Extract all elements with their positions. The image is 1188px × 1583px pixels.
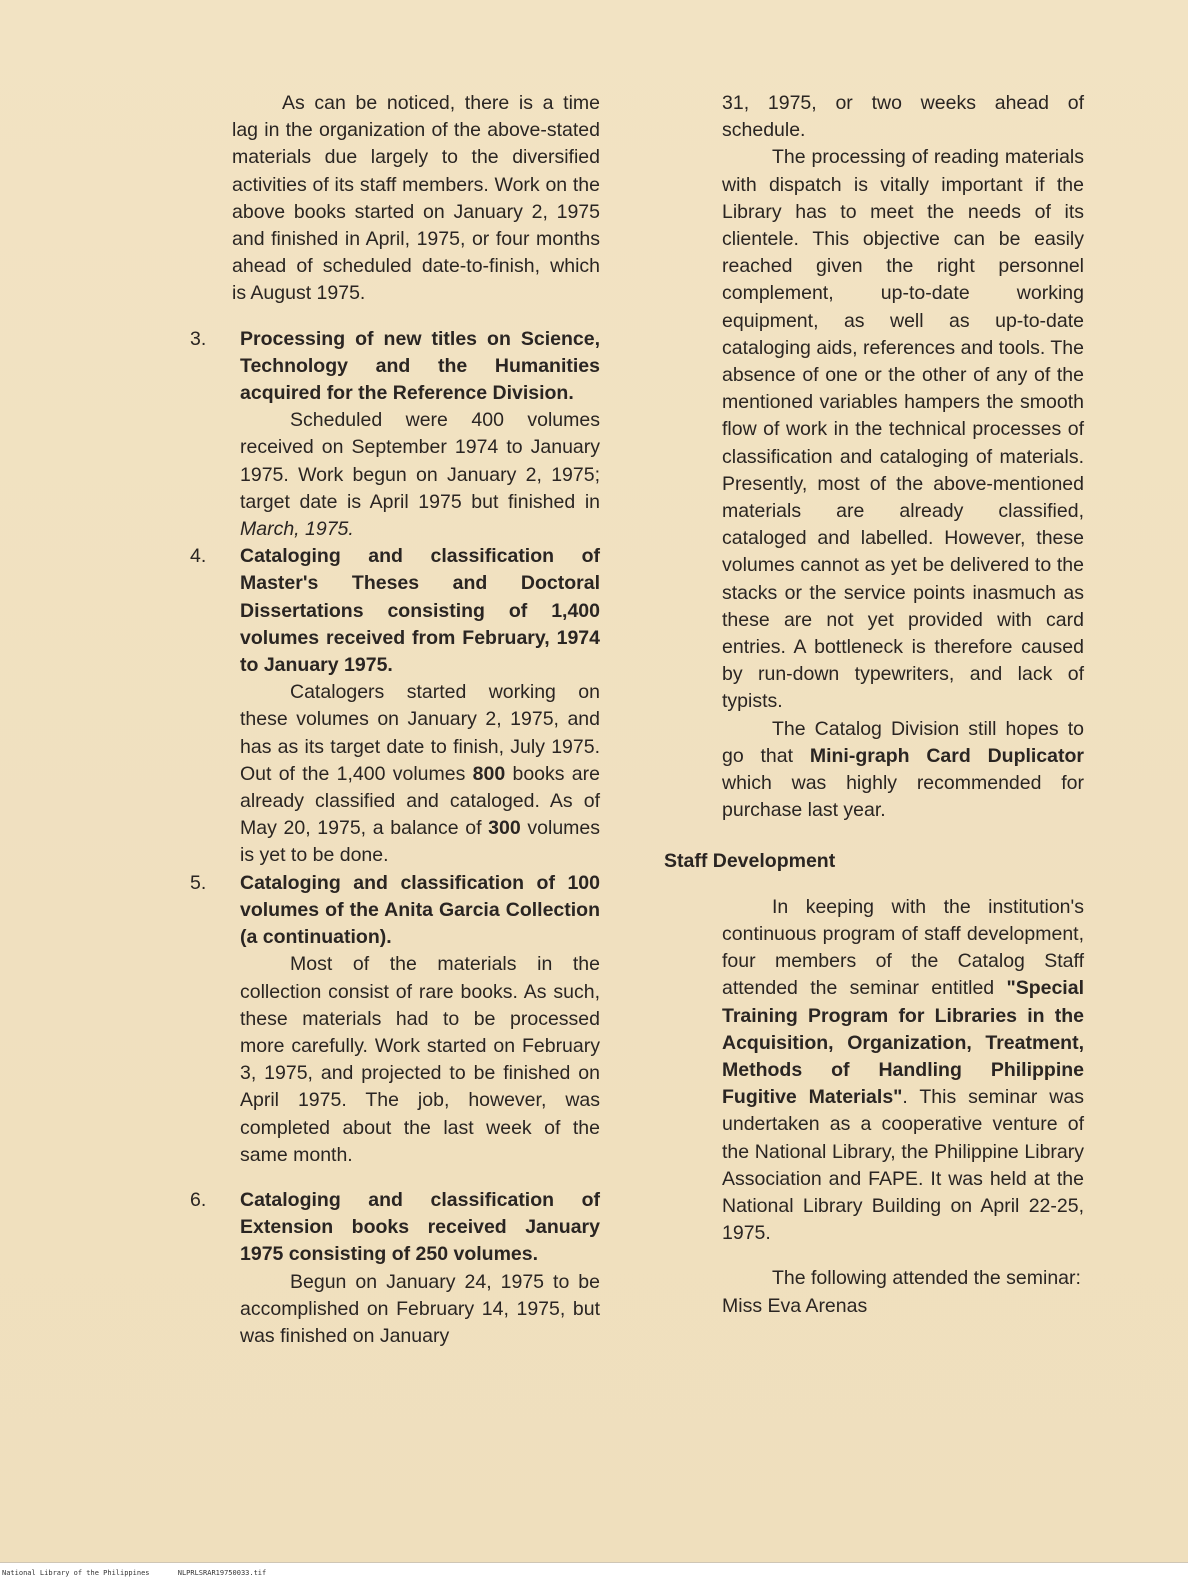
list-item-6	[190, 1187, 600, 1350]
right-column	[664, 90, 1084, 1320]
attended-paragraph: The following attended the seminar:	[772, 1267, 1081, 1290]
intro-paragraph: As can be noticed, there is a time lag in the organization of the above-stated materials due largely to the diversified activities of its staff members. Work on the above books started on January 2, 1975 and finished in April, 1975, or four months ahead of scheduled date-to-finish, which is August 1975.	[232, 92, 600, 305]
footer-filename: NLPRLSRAR19750033.tif	[177, 1569, 267, 1577]
scan-footer	[0, 1562, 1188, 1583]
footer-institution: National Library of the Philippines	[2, 1569, 150, 1577]
list-item-4	[190, 543, 600, 869]
attendee-name: Miss Eva Arenas	[722, 1294, 868, 1317]
item-body: Catalogers started working on these volumes on January 2, 1975, and has as its target date to finish, July 1975. Out of the 1,400 volumes 800 books are already classified and cataloged. As of May 20, 1975, a balance of 300 volumes is yet to be done.	[240, 681, 600, 867]
section-heading: Staff Development	[664, 850, 836, 873]
left-column	[190, 90, 600, 1350]
item-title: Cataloging and classification of Extension books received January 1975 consisting of 250 volumes.	[240, 1188, 600, 1266]
item-title: Processing of new titles on Science, Technology and the Humanities acquired for the Reference Division.	[240, 327, 600, 405]
item-number: 3.	[190, 327, 207, 350]
item-title: Cataloging and classification of 100 volumes of the Anita Garcia Collection (a continuation).	[240, 871, 600, 949]
list-item-3	[190, 326, 600, 544]
item-number: 5.	[190, 871, 207, 894]
list-item-5	[190, 870, 600, 1169]
item-body: Begun on January 24, 1975 to be accomplished on February 14, 1975, but was finished on January	[240, 1270, 600, 1347]
duplicator-paragraph: The Catalog Division still hopes to go that Mini-graph Card Duplicator which was highly recommended for purchase last year.	[722, 717, 1084, 822]
processing-paragraph: The processing of reading materials with dispatch is vitally important if the Library has to meet the needs of its clientele. This objective can be easily reached given the right personnel complement, up-to-date working equipment, as well as up-to-date cataloging aids, references and tools. The absence of one or the other of any of the mentioned variables hampers the smooth flow of work in the technical processes of classification and cataloging of materials. Presently, most of the above-mentioned materials are already classified, cataloged and labelled. However, these volumes cannot as yet be delivered to the stacks or the service points inasmuch as these are not yet provided with card entries. A bottleneck is therefore caused by run-down typewriters, and lack of typists.	[722, 146, 1084, 713]
item-title: Cataloging and classification of Master's Theses and Doctoral Dissertations consisting of 1,400 volumes received from February, 1974 to January 1975.	[240, 545, 600, 677]
item-number: 6.	[190, 1188, 207, 1211]
item-body: Scheduled were 400 volumes received on September 1974 to January 1975. Work begun on January 2, 1975; target date is April 1975 but finished in March, 1975.	[240, 409, 600, 541]
item-body: Most of the materials in the collection consist of rare books. As such, these materials had to be processed more carefully. Work started on February 3, 1975, and projected to be finished on April 1975. The job, however, was completed about the last week of the same month.	[240, 953, 600, 1166]
continuation-paragraph: 31, 1975, or two weeks ahead of schedule.	[722, 92, 1084, 142]
staff-development-paragraph: In keeping with the institution's continuous program of staff development, four members of the Catalog Staff attended the seminar entitled "Special Training Program for Libraries in the Acquisition, Organization, Treatment, Methods of Handling Philippine Fugitive Materials". This seminar was undertaken as a cooperative venture of the National Library, the Philippine Library Association and FAPE. It was held at the National Library Building on April 22-25, 1975.	[722, 895, 1084, 1245]
item-number: 4.	[190, 545, 207, 568]
